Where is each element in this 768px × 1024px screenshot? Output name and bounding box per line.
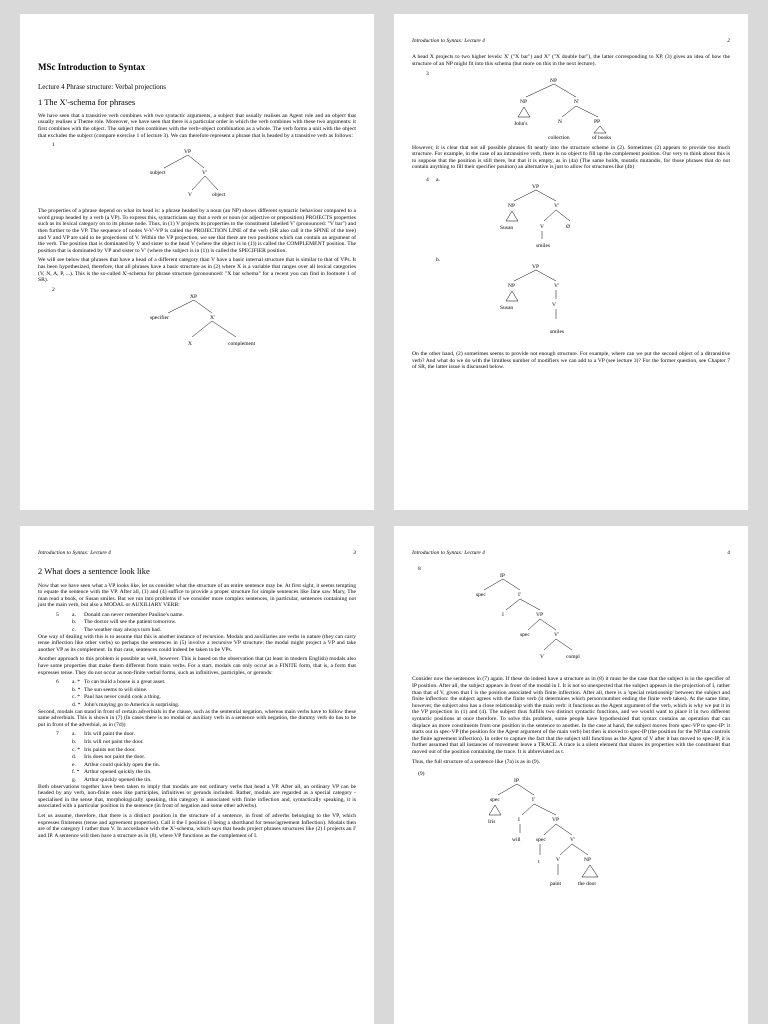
example-number (56, 619, 72, 626)
spacer (426, 257, 436, 343)
tree-node: V' (202, 170, 207, 177)
example-letter: c. (72, 627, 76, 634)
tree-node: t (538, 859, 540, 866)
tree-node: spec (520, 632, 530, 639)
example-text: Iris will not paint the door. (84, 738, 144, 745)
example-number: 8 (418, 566, 421, 573)
example-item (56, 762, 356, 769)
section-heading-1: 1 The X'-schema for phrases (38, 96, 136, 107)
example-item (56, 694, 356, 701)
tree-node: object (212, 192, 226, 199)
tree-node: I (502, 612, 504, 619)
paragraph: One way of dealing with this is to assume that this is another instance of recursion. Modals and auxiliaries are verbs in nature (they can carry tense inflection like other verbs) so perhaps the sentences in (5) involve a recursive VP structure: the modal might project a VP and take another VP as its complement. In that case, sentences could indeed be taken to be VPs. (38, 633, 356, 653)
tree-node: IP (514, 778, 519, 785)
example-item (56, 747, 356, 754)
example-text: Paul has never could cook a thing. (84, 694, 161, 701)
example-number (56, 687, 72, 694)
tree-node: complement (228, 340, 256, 347)
example-letter: g. (72, 776, 77, 783)
example-number: 2 (52, 286, 55, 293)
tree-diagram-4b (466, 261, 666, 339)
page-2 (394, 14, 748, 510)
example-8 (412, 566, 730, 670)
tree-node: NP (550, 77, 558, 84)
header-title: Introduction to Syntax: Lecture 4 (412, 550, 485, 556)
paragraph: Second, modals can stand in front of certain adverbials in the clause, such as the sentential negation, whereas main verbs have to follow these same adverbials. This is shown in (7) (In cases there is no modal or auxiliary verb in a sentence with negation, the dummy verb do has to be put in front of the adverbial, as in (7d)) (38, 708, 356, 728)
example-letter: e. (72, 761, 76, 768)
page-number: 3 (353, 550, 356, 556)
tree-node: I (518, 817, 520, 824)
tree-node: I' (518, 592, 521, 599)
paragraph: Let us assume, therefore, that there is a distinct position in the structure of a sentence, in front of adverbs belonging to the VP, which expresses finiteness (tense and agreement properties). Call it the I position (I being a shorthand for tense/agreement Inflection). Modals then are of the category I rather than V. In accordance with the X'-schema, which says that heads project phrases structures like (2) I projects an I' and IP. A sentence will then have a structure as in (8), where VP functions as the complement of I. (38, 812, 356, 839)
paragraph: We have seen that a transitive verb combines with two syntactic arguments, a subject that usually realises an Agent role and an object that usually realises a Theme role. Moreover, we have seen that there is a particular order in which the verb combines with these two arguments: it first combines with the object. The subject then combines with the verb+object combination as a whole. The verb forms a unit with the object that excludes the subject (compare exercise 1 of lecture 3). We can therefore represent a phrase that is headed by a transitive verb as follows: (38, 112, 356, 139)
example-3 (412, 71, 730, 145)
example-number (56, 747, 72, 754)
header-title: Introduction to Syntax: Lecture 4 (38, 550, 111, 556)
tree-node: Susan (500, 305, 514, 312)
example-item (56, 627, 356, 634)
tree-node: V' (554, 632, 559, 639)
tree-node: the door (578, 881, 597, 888)
example-list-6 (38, 679, 356, 708)
example-4a (412, 177, 730, 257)
tree-node: NP (508, 203, 516, 210)
tree-diagram-2 (92, 291, 292, 353)
tree-node: John's (514, 120, 528, 127)
tree-node: NP (508, 283, 516, 290)
tree-node: V (540, 224, 544, 231)
tree-node: spec (476, 592, 486, 599)
tree-node: paint (550, 881, 561, 888)
example-number (56, 769, 72, 776)
example-text: Arthur opened quickly the tin. (84, 769, 152, 776)
page-1 (20, 14, 374, 510)
example-number (56, 777, 72, 784)
tree-node: Susan (500, 225, 514, 232)
tree-node: specifier (150, 314, 169, 321)
example-letter: d. (72, 754, 77, 761)
example-text: The doctor will see the patient tomorrow. (84, 619, 177, 626)
example-text: To can build a house is a great asset. (84, 679, 166, 686)
tree-node: compl (566, 654, 580, 661)
example-letter: a. (436, 177, 440, 184)
tree-diagram-8 (448, 570, 668, 666)
example-4b (412, 257, 730, 343)
tree-node: will (512, 837, 521, 844)
example-text: Iris does not paint the door. (84, 754, 146, 761)
example-number: 6 (56, 679, 59, 686)
page-number: 4 (727, 550, 730, 556)
tree-node: NP (520, 98, 528, 105)
example-number (56, 694, 72, 701)
example-text: Iris paints not the door. (84, 746, 136, 753)
example-item (56, 612, 356, 619)
tree-node: smiles (550, 329, 565, 336)
tree-node: collection (548, 134, 570, 141)
tree-node: V (540, 654, 544, 661)
example-item (56, 777, 356, 784)
tree-node: VP (552, 817, 560, 824)
example-number (56, 754, 72, 761)
tree-node: subject (150, 170, 166, 177)
tree-diagram-9 (448, 775, 688, 895)
example-number (56, 739, 72, 746)
header-title: Introduction to Syntax: Lecture 4 (412, 38, 485, 44)
tree-node: N (558, 118, 562, 125)
tree-diagram-3 (466, 75, 666, 141)
example-text: Arthur could quickly open the tin. (84, 761, 161, 768)
running-header (38, 550, 356, 556)
page-3 (20, 526, 374, 1024)
document-title: MSc Introduction to Syntax (38, 62, 146, 72)
example-letter: b. * (72, 686, 81, 693)
example-number: 1 (52, 142, 55, 149)
example-item (56, 769, 356, 776)
tree-node: X (188, 340, 192, 347)
example-item (56, 739, 356, 746)
example-text: The weather may always turn bad. (84, 627, 162, 634)
paragraph: Another approach to this problem is possible as well, however. This is based on the observation that (at least in modern English) modals also have some properties that make them different from main verbs. For a start, modals can only occur as a FINITE form, that is, a form that expresses tense. They do not occur as non-finite verbal forms, such as infinitives, participles, or gerunds: (38, 656, 356, 676)
paragraph: Now that we have seen what a VP looks like, let us consider what the structure of an entire sentence may be. At first sight, it seems tempting to equate the sentence with the VP. After all, (1) and (4) suffice to provide a proper structure for simple sentences like Jane saw Mary, The man read a book, or Susan smiles. But we run into problems if we consider more complex sentences, in particular, sentences containing not just the main verb, but also a MODAL or AUXILIARY VERB: (38, 582, 356, 609)
example-text: Iris will paint the door. (84, 731, 136, 738)
example-text: The sun seems to will shine. (84, 686, 148, 693)
tree-node: Ø (566, 224, 570, 231)
example-letter: d. * (72, 702, 81, 708)
lecture-subtitle: Lecture 4 Phrase structure: Verbal projections (38, 82, 166, 91)
example-item (56, 702, 356, 709)
example-list-7 (38, 731, 356, 783)
tree-node: V' (554, 203, 559, 210)
tree-node: X' (210, 314, 215, 321)
tree-node: IP (500, 573, 505, 580)
tree-node: of books (592, 134, 612, 141)
example-item (56, 731, 356, 738)
tree-diagram-1 (92, 146, 272, 204)
example-letter: b. (436, 257, 441, 264)
example-text: John's maying go to America is surprising. (84, 702, 180, 708)
example-number: 7 (56, 731, 59, 738)
example-number (56, 762, 72, 769)
example-item (56, 754, 356, 761)
example-letter: b. (72, 619, 77, 626)
tree-node: N' (574, 98, 579, 105)
page-4 (394, 526, 748, 1024)
tree-node: spec (536, 837, 546, 844)
example-number: 3 (426, 70, 429, 77)
tree-node: NP (584, 857, 592, 864)
tree-node: I' (532, 797, 535, 804)
example-number (56, 627, 72, 634)
example-item (56, 619, 356, 626)
section-heading-2: 2 What does a sentence look like (38, 566, 150, 577)
paragraph: On the other hand, (2) sometimes seems to provide not enough structure. For example, where can we put the second object of a ditransitive verb? And what do we do with the limitless number of modifiers we can add to a VP (see lecture 3)? For the former question, see Chapter 7 of SR, the latter issue is discussed below. (412, 351, 730, 371)
example-number: 5 (56, 611, 59, 618)
example-letter: a. * (72, 679, 81, 686)
tree-node: V (556, 857, 560, 864)
example-item (56, 679, 356, 686)
tree-node: Iris (488, 819, 496, 826)
paragraph: The properties of a phrase depend on what its head is: a phrase headed by a noun (an NP) shows different syntactic behaviour compared to a word group headed by a verb (a VP). To express this, syntacticians say that a verb or noun (or adjective or preposition) PROJECTS properties such as its lexical category on to its phrase node. Thus, in (1) V projects its properties to the constituent labelled V' (pronounced: "V bar") and then further to the VP. The sequence of nodes V-V'-VP is called the PROJECTION LINE of the verb (SR also call it the SPINE of the tree) and V and VP are said to be projections of V. Within the VP projection, we see that there are two positions which can contain an argument of the verb. The position that is dominated by V and sister to the head V (where the object is in (1)) is called the COMPLEMENT position. The position that is dominated by VP and sister to V' (where the subject is in (1)) is called the SPECIFIER position. (38, 208, 356, 254)
paragraph: We will see below that phrases that have a head of a different category than V have a basic internal structure that is similar to that of VPs. It has been hypothesized, therefore, that all phrases have a basic structure as in (2) where X is a variable that ranges over all lexical categories (V, N, A, P, ...). This is the so-called X'-schema for phrase structure (pronounced: "X bar schema" for a recent you can find in footnote 1 of SR). (38, 257, 356, 284)
page-number: 2 (727, 38, 730, 44)
tree-diagram-4a (466, 181, 666, 253)
example-2 (38, 287, 356, 357)
paragraph: Both observations together have been taken to imply that modals are not ordinary verbs that head a VP. After all, an ordinary VP can be headed by any verb, non-finite ones like participles, infinitives or gerunds included. Rather, modals are regarded as a special category - specialised in the sense that, morphologically speaking, this category is associated with finite inflection and, syntactically speaking, it is associated with a particular position in the sentence (in front of negation and some other adverbs). (38, 783, 356, 810)
paragraph: Thus, the full structure of a sentence like (7a) is as in (9). (412, 758, 540, 765)
tree-node: VP (184, 149, 192, 156)
example-text: Donald can never remember Pauline's name. (84, 611, 184, 618)
tree-node: VP (532, 184, 540, 191)
example-number: (9) (418, 771, 425, 778)
tree-node: XP (190, 293, 198, 300)
example-number (56, 702, 72, 709)
example-letter: b. (72, 738, 77, 745)
example-text: Arthur quickly opened the tin. (84, 776, 152, 783)
example-item (56, 687, 356, 694)
tree-node: V (188, 192, 192, 199)
example-letter: a. (72, 731, 76, 738)
example-letter: f. * (72, 769, 80, 776)
example-letter: c. * (72, 694, 81, 701)
tree-node: PP (594, 118, 601, 125)
tree-node: spec (490, 797, 500, 804)
tree-node: V (552, 302, 556, 309)
example-number: 4 (426, 177, 429, 184)
tree-node: VP (532, 264, 540, 271)
example-letter: c. * (72, 746, 81, 753)
paragraph: Consider now the sentences in (7) again. If these do indeed have a structure as in (8) it must be the case that the subject is in the specifier of IP position. After all, the subject appears in front of the modal in I. It is not so unexpected that the subject appears in the projection of I, rather than that of V, given that I is the position associated with finite inflection. After all, there is a 'special relationship' between the subject and finite inflection: the subject agrees with the finite verb (it determines which person/number ending the finite verb takes). At the same time, however, the subject also has a close relationship with the main verb: it functions as the Agent argument of the verb, which is why we put it in the VP projection in (1) and (4). The subject thus fulfills two distinct syntactic functions, and we would want to place it in two different syntactic positions at once therefore. To solve this problem, some people have hypothesized that syntax contains an operation that can displace an more constituents from one position in the sentence to another. In the case at hand, the subject moves from spec-VP to spec-IP: it starts out in spec-VP (the position for the Agent argument of the main verb) but then is moved to spec-IP (the position for the NP that controls the finite agreement inflection). In order to capture the fact that the subject still functions as the Agent of V after it has moved to spec-IP, it is further assumed that all instances of movement leave a TRACE. A trace is a silent element that shares its properties with the constituent that moved out of the position containing the trace. It is abbreviated as t. (412, 676, 730, 756)
example-letter: a. (72, 611, 76, 618)
running-header (412, 38, 730, 44)
paragraph: A head X projects to two higher levels: X' ("X bar") and X'' ("X double bar"), the latter corresponding to XP. (3) gives an idea of how the structure of an NP might fit into this schema (but more on this in the next lecture). (412, 54, 730, 68)
example-9 (412, 771, 730, 899)
example-1 (38, 142, 356, 208)
tree-node: V' (554, 283, 559, 290)
paragraph: However, it is clear that not all possible phrases fit neatly into the structure scheme in (2). Sometimes (2) appears to provide too much structure. For example, in the case of an intransitive verb, there is no object to fill up the complement position. Our very to think about this is to suppose that the position is still there, but that it is empty, as in (4a) (The same holds, mutatis mutandis, for those phrases that do not contain anything to fill their specifier position) an alternative is just to allow for structures like (4b) (412, 144, 730, 171)
tree-node: smiles (536, 243, 551, 250)
example-list-5 (38, 612, 356, 634)
tree-node: V' (570, 837, 575, 844)
tree-node: VP (536, 612, 544, 619)
running-header (412, 550, 730, 556)
